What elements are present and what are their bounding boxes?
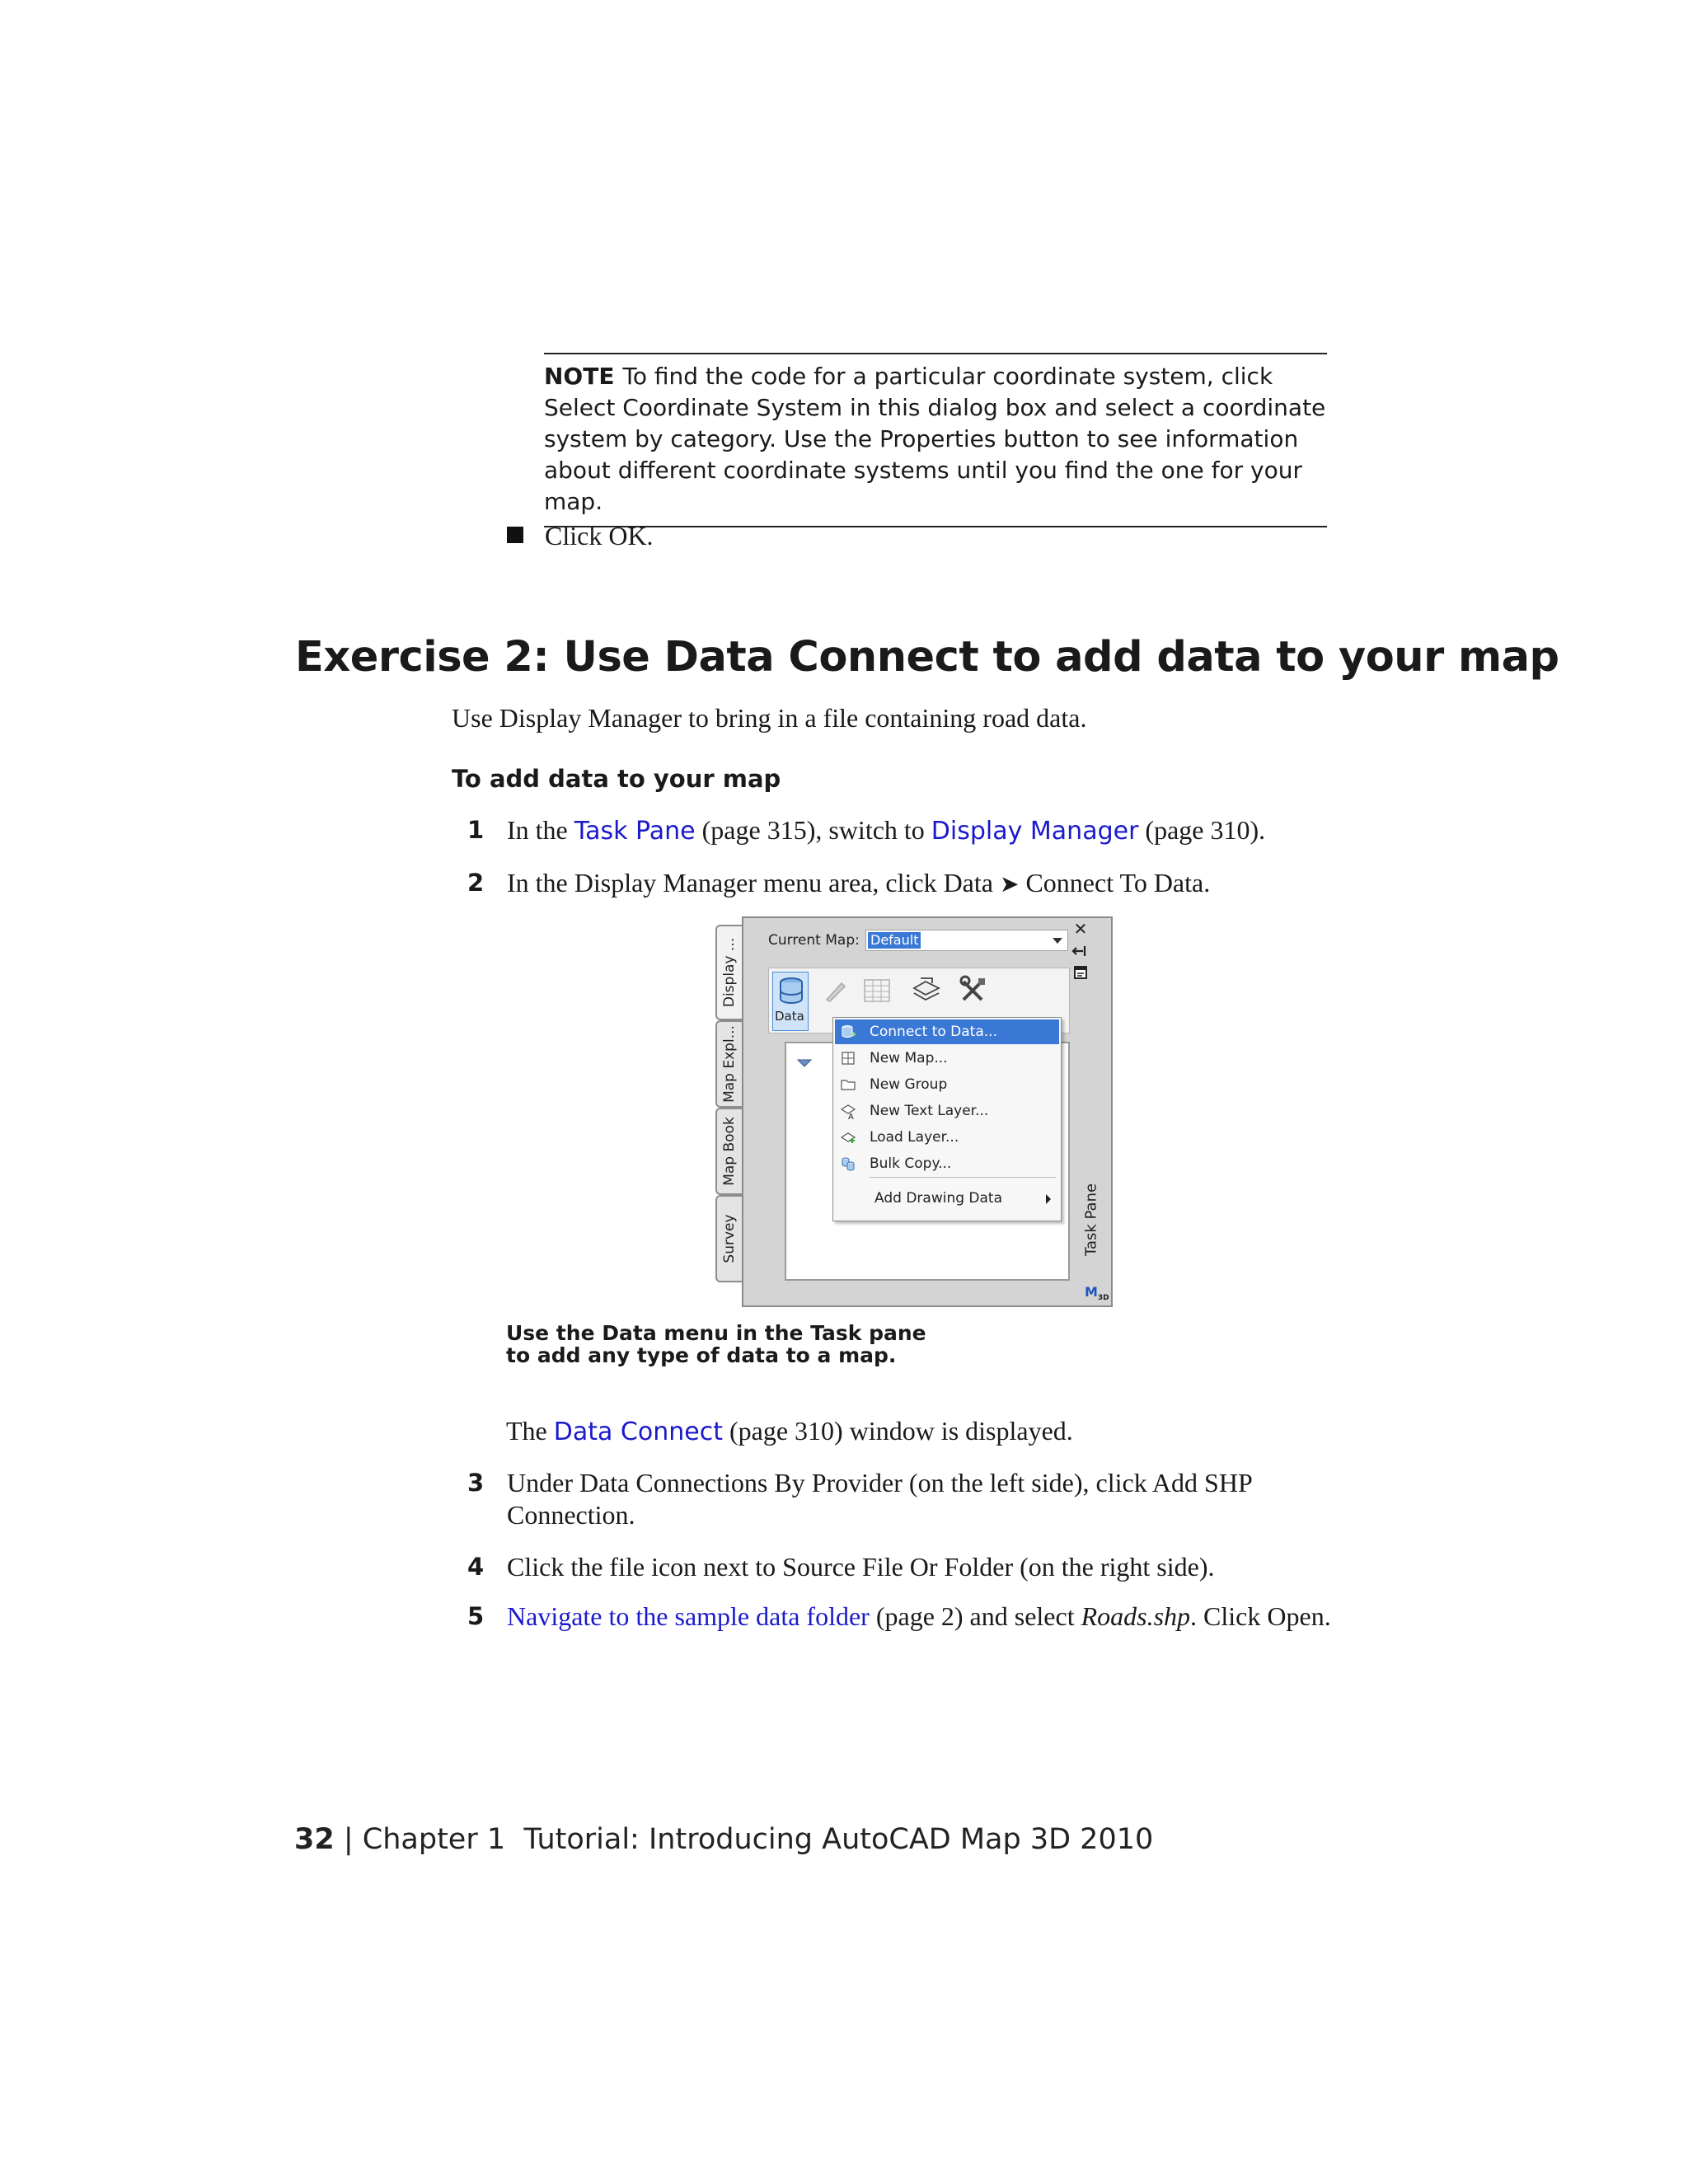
table-tool-button[interactable] xyxy=(860,973,896,1006)
task-pane-screenshot xyxy=(715,916,1114,1308)
style-tool-button[interactable] xyxy=(818,973,855,1006)
menu-item-bulk-copy[interactable]: Bulk Copy... xyxy=(835,1151,1059,1176)
procedure-title: To add data to your map xyxy=(452,765,781,793)
auto-hide-icon[interactable] xyxy=(1071,943,1090,961)
tools-button[interactable] xyxy=(957,973,993,1006)
data-dropdown-menu xyxy=(832,1017,1062,1221)
tab-display[interactable]: Display ... xyxy=(715,925,742,1020)
sample-data-folder-link[interactable]: Navigate to the sample data folder xyxy=(507,1601,870,1631)
svg-text:A: A xyxy=(848,1113,854,1119)
properties-icon[interactable] xyxy=(1071,964,1090,982)
section-heading: Exercise 2: Use Data Connect to add data to your map xyxy=(295,633,1559,682)
menu-item-add-drawing-data[interactable]: Add Drawing Data xyxy=(835,1186,1059,1211)
step-text: Under Data Connections By Provider (on the left side), click Add SHP Connection. xyxy=(507,1468,1252,1530)
menu-item-load-layer[interactable]: Load Layer... xyxy=(835,1125,1059,1150)
pencil-icon xyxy=(818,973,851,1006)
menu-separator xyxy=(870,1177,1056,1178)
data-button[interactable] xyxy=(772,972,809,1031)
note-text: To find the code for a particular coordinate system, click Select Coordinate System in this dialog box and select a coordinate system by category. Use the Properties button to see information about different coordinate systems until you find the one for your map. xyxy=(544,363,1326,515)
note-label: NOTE xyxy=(544,363,615,390)
current-map-select[interactable] xyxy=(865,930,1068,951)
data-connect-link[interactable]: Data Connect xyxy=(553,1418,723,1446)
figure-caption: Use the Data menu in the Task pane to add any type of data to a map. xyxy=(506,1321,926,1367)
text-layer-icon xyxy=(840,1103,856,1119)
table-icon xyxy=(860,973,893,1006)
bullet-item xyxy=(507,521,654,551)
footer-chapter: Chapter 1 xyxy=(362,1823,506,1856)
tab-survey[interactable]: Survey xyxy=(715,1195,742,1282)
map3d-logo-icon: $M_{3D}$ xyxy=(1085,1284,1109,1303)
display-manager-panel xyxy=(742,916,1113,1307)
menu-arrow-icon: ➤ xyxy=(999,870,1020,898)
menu-item-new-group[interactable]: New Group xyxy=(835,1072,1059,1097)
step-number: 5 xyxy=(467,1602,485,1630)
task-pane-title: Task Pane xyxy=(1082,1183,1100,1257)
folder-icon xyxy=(840,1076,856,1093)
footer-separator: | xyxy=(343,1823,354,1856)
step-number: 2 xyxy=(467,869,485,897)
layers-tool-button[interactable] xyxy=(909,973,945,1006)
bullet-text: Click OK. xyxy=(545,521,654,551)
note-box xyxy=(544,353,1327,527)
step-text: In the Display Manager menu area, click Data ➤ Connect To Data. xyxy=(507,868,1211,898)
step-number: 4 xyxy=(467,1553,485,1581)
load-layer-icon xyxy=(840,1129,856,1146)
step-text: In the Task Pane (page 315), switch to Display Manager (page 310). xyxy=(507,815,1266,846)
intro-text: Use Display Manager to bring in a file containing road data. xyxy=(452,703,1087,733)
page-number: 32 xyxy=(294,1823,335,1856)
step-number: 1 xyxy=(467,816,485,844)
step-text: Click the file icon next to Source File Or Folder (on the right side). xyxy=(507,1552,1215,1582)
layers-icon xyxy=(909,973,942,1006)
data-button-label: Data xyxy=(775,1009,804,1024)
after-image-text: The Data Connect (page 310) window is displayed. xyxy=(506,1416,1073,1446)
bulk-copy-icon xyxy=(840,1155,856,1172)
database-icon xyxy=(775,974,808,1007)
properties-menu-icon xyxy=(1072,964,1089,981)
current-map-label: Current Map: xyxy=(768,932,860,949)
tab-map-book[interactable]: Map Book xyxy=(715,1108,742,1195)
new-map-icon xyxy=(840,1050,856,1066)
task-pane-link[interactable]: Task Pane xyxy=(574,817,696,846)
page-footer xyxy=(294,1823,1153,1856)
step-number: 3 xyxy=(467,1469,485,1497)
menu-item-new-map[interactable]: New Map... xyxy=(835,1046,1059,1071)
current-map-value: Default xyxy=(868,932,921,949)
menu-item-connect-to-data[interactable]: Connect to Data... xyxy=(835,1019,1059,1044)
auto-hide-arrow-icon xyxy=(1071,943,1090,959)
footer-title: Tutorial: Introducing AutoCAD Map 3D 2010 xyxy=(523,1823,1154,1856)
menu-item-new-text-layer[interactable]: A New Text Layer... xyxy=(835,1099,1059,1123)
database-plus-icon xyxy=(840,1024,856,1040)
tools-icon xyxy=(957,973,990,1006)
filter-icon xyxy=(796,1058,813,1070)
vertical-tab-strip xyxy=(715,925,743,1300)
chevron-down-icon xyxy=(1053,938,1062,944)
tab-map-explorer[interactable]: Map Expl... xyxy=(715,1020,742,1108)
display-manager-link[interactable]: Display Manager xyxy=(931,817,1139,846)
bullet-square-icon xyxy=(507,527,523,543)
close-icon[interactable]: ✕ xyxy=(1073,919,1088,939)
step-text: Navigate to the sample data folder (page 2) and select Roads.shp. Click Open. xyxy=(507,1601,1331,1631)
chevron-right-icon xyxy=(1046,1194,1051,1204)
